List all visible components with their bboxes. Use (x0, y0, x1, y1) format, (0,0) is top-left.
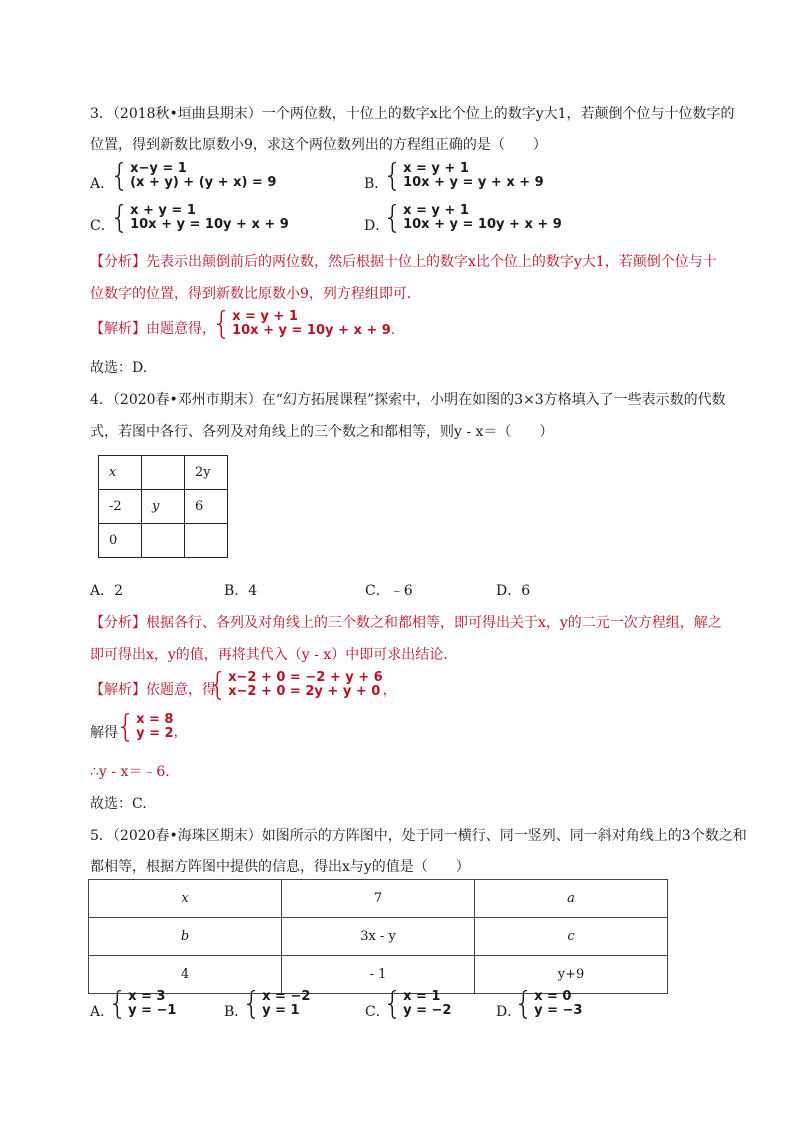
brace-icon: { (383, 157, 403, 194)
equation: x + y = 1 (130, 203, 196, 218)
q5-stem-line1: 5．（2020春•海珠区期末）如图所示的方阵图中，处于同一横行、同一竖列、同一斜对角线上的3个数之和 (90, 828, 747, 844)
grid-cell: b (89, 918, 282, 956)
punctuation: ， (382, 682, 396, 698)
q5-option-d-label[interactable]: D． (496, 1004, 522, 1020)
table-row (89, 880, 668, 918)
grid-cell: x (99, 456, 142, 490)
q5-option-c-system (383, 985, 452, 1022)
q4-solution-system (208, 666, 396, 703)
q3-answer: 故选：D. (90, 360, 148, 376)
table-row (89, 918, 668, 956)
punctuation: . (390, 322, 395, 338)
q4-magic-square (98, 455, 228, 558)
grid-cell: x (89, 880, 282, 918)
q5-option-b-label[interactable]: B． (224, 1004, 249, 1020)
brace-icon: { (208, 666, 228, 703)
grid-cell (142, 456, 185, 490)
table-row (89, 956, 668, 994)
grid-cell: a (475, 880, 668, 918)
q4-option-a[interactable]: A．2 (90, 583, 124, 599)
q3-option-b-label[interactable]: B． (364, 176, 389, 192)
q3-stem-line2: 位置，得到新数比原数小9，求这个两位数列出的方程组正确的是（ ） (90, 137, 547, 153)
q4-answer: 故选：C. (90, 796, 147, 812)
grid-cell (142, 524, 185, 558)
grid-cell: 7 (282, 880, 475, 918)
equation: (x + y) + (y + x) = 9 (130, 175, 277, 190)
q5-option-c-label[interactable]: C． (365, 1004, 390, 1020)
grid-cell: -2 (99, 490, 142, 524)
q4-solution-prefix: 【解析】依题意，得 (90, 682, 216, 698)
q5-option-d-system (514, 985, 583, 1022)
equation: y = 2 (136, 726, 174, 741)
equation: 10x + y = y + x + 9 (403, 175, 544, 190)
equation: 10x + y = 10y + x + 9 (232, 323, 391, 338)
q4-option-d[interactable]: D．6 (496, 583, 531, 599)
grid-cell: - 1 (282, 956, 475, 994)
equation: x−2 + 0 = 2y + y + 0 (228, 684, 381, 699)
equation: x−y = 1 (130, 161, 187, 176)
equation: x = y + 1 (403, 161, 469, 176)
grid-cell: 4 (89, 956, 282, 994)
grid-cell: y (142, 490, 185, 524)
brace-icon: { (242, 985, 262, 1022)
brace-icon: { (110, 157, 130, 194)
equation: y = −3 (534, 1003, 583, 1018)
brace-icon: { (383, 985, 403, 1022)
grid-cell: y+9 (475, 956, 668, 994)
q4-analysis-line1: 【分析】根据各行、各列及对角线上的三个数之和都相等，即可得出关于x，y的二元一次方程组，解之 (90, 615, 722, 631)
equation: x−2 + 0 = −2 + y + 6 (228, 670, 383, 685)
q4-solve-prefix: 解得 (90, 725, 118, 741)
equation: x = y + 1 (232, 309, 298, 324)
equation: x = −2 (262, 989, 311, 1004)
q3-option-b-system (383, 157, 544, 194)
grid-cell (185, 524, 228, 558)
q3-stem-line1: 3．（2018秋•垣曲县期末）一个两位数，十位上的数字x比个位上的数字y大1，若颠倒个位与十位数字的 (90, 106, 735, 122)
q5-option-a-label[interactable]: A． (90, 1004, 115, 1020)
q3-option-a-label[interactable]: A． (90, 176, 115, 192)
brace-icon: { (212, 305, 232, 342)
q3-analysis-line2: 位数字的位置，得到新数比原数小9，列方程组即可． (90, 286, 421, 302)
q4-option-c[interactable]: C．﹣6 (365, 583, 413, 599)
q4-stem-line2: 式，若图中各行、各列及对角线上的三个数之和都相等，则y - x＝（ ） (90, 424, 554, 440)
table-row (99, 456, 228, 490)
q4-analysis-line2: 即可得出x，y的值，再将其代入（y - x）中即可求出结论． (90, 647, 458, 663)
q5-option-b-system (242, 985, 311, 1022)
punctuation: ， (173, 724, 187, 740)
q3-option-a-system (110, 157, 277, 194)
grid-cell: c (475, 918, 668, 956)
q5-stem-line2: 都相等，根据方阵图中提供的信息，得出x与y的值是（ ） (90, 859, 470, 875)
brace-icon: { (514, 985, 534, 1022)
q4-stem-line1: 4．（2020春•邓州市期末）在“幻方拓展课程”探索中，小明在如图的3×3方格填入了一些表示数的代数 (90, 392, 726, 408)
q3-solution-prefix: 【解析】由题意得， (90, 321, 216, 337)
equation: x = 8 (136, 712, 174, 727)
q3-option-c-label[interactable]: C． (90, 218, 115, 234)
brace-icon: { (108, 985, 128, 1022)
table-row (99, 490, 228, 524)
q4-therefore: ∴y - x＝﹣6． (90, 764, 180, 780)
q4-solve-system (116, 708, 187, 745)
q3-option-c-system (110, 199, 289, 236)
equation: y = −2 (403, 1003, 452, 1018)
equation: 10x + y = 10y + x + 9 (130, 217, 289, 232)
brace-icon: { (110, 199, 130, 236)
table-row (99, 524, 228, 558)
q3-solution-system (212, 305, 395, 342)
equation: y = 1 (262, 1003, 300, 1018)
equation: x = 0 (534, 989, 572, 1004)
brace-icon: { (383, 199, 403, 236)
grid-cell: 6 (185, 490, 228, 524)
q3-option-d-label[interactable]: D． (364, 218, 390, 234)
equation: y = −1 (128, 1003, 177, 1018)
q5-option-a-system (108, 985, 177, 1022)
equation: x = y + 1 (403, 203, 469, 218)
q5-matrix-table (88, 879, 668, 994)
q3-analysis-line1: 【分析】先表示出颠倒前后的两位数，然后根据十位上的数字x比个位上的数字y大1，若颠倒个位与十 (90, 254, 717, 270)
brace-icon: { (116, 708, 136, 745)
equation: 10x + y = 10y + x + 9 (403, 217, 562, 232)
grid-cell: 2y (185, 456, 228, 490)
q3-option-d-system (383, 199, 562, 236)
q4-option-b[interactable]: B．4 (224, 583, 258, 599)
grid-cell: 0 (99, 524, 142, 558)
equation: x = 3 (128, 989, 166, 1004)
grid-cell: 3x - y (282, 918, 475, 956)
equation: x = 1 (403, 989, 441, 1004)
